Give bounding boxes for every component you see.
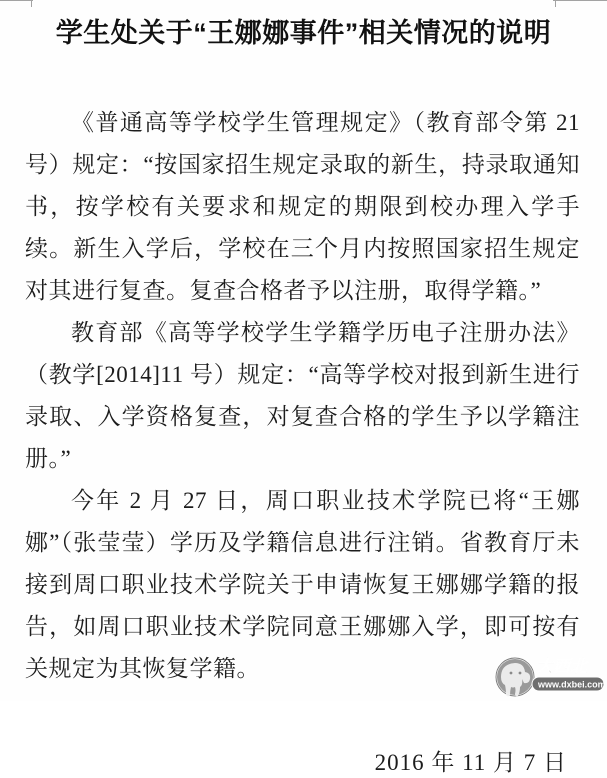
corner-mark-top-right-horizontal [553,0,607,1]
document-date: 2016 年 11 月 7 日 [374,750,567,775]
corner-mark-top-right-tick [555,0,556,7]
paragraph-wangnana-status: 今年 2 月 27 日，周口职业技术学院已将“王娜娜”（张莹莹）学历及学籍信息进行注销。省教育厅未接到周口职业技术学院关于申请恢复王娜娜学籍的报告，如周口职业技术学院同意王娜娜入学，即可按有关规定为其恢复学籍。 [25,488,580,681]
watermark-site-url: www.dxbei.com [538,679,606,690]
document-title: 学生处关于“王娜娜事件”相关情况的说明 [55,18,552,48]
corner-mark-top-left-tick [31,0,32,7]
corner-mark-top-left-horizontal [0,0,33,1]
dxbei-watermark [494,653,607,701]
paragraph-regulation-2014-11: 教育部《高等学校学生学籍学历电子注册办法》（教学[2014]11 号）规定：“高等学校对报到新生进行录取、入学资格复查，对复查合格的学生予以学籍注册。” [25,320,580,471]
elephant-logo-icon [496,658,534,697]
paragraph-regulation-21: 《普通高等学校学生管理规定》（教育部令第 21 号）规定：“按国家招生规定录取的新生，持录取通知书，按学校有关要求和规定的期限到校办理入学手续。新生入学后，学校在三个月内按照国家招生规定对其进行复查。复查合格者予以注册，取得学籍。” [25,110,580,303]
watermark-site-name: 大西北 [536,657,587,676]
watermark-url-banner [532,677,606,691]
document-body [0,50,607,690]
